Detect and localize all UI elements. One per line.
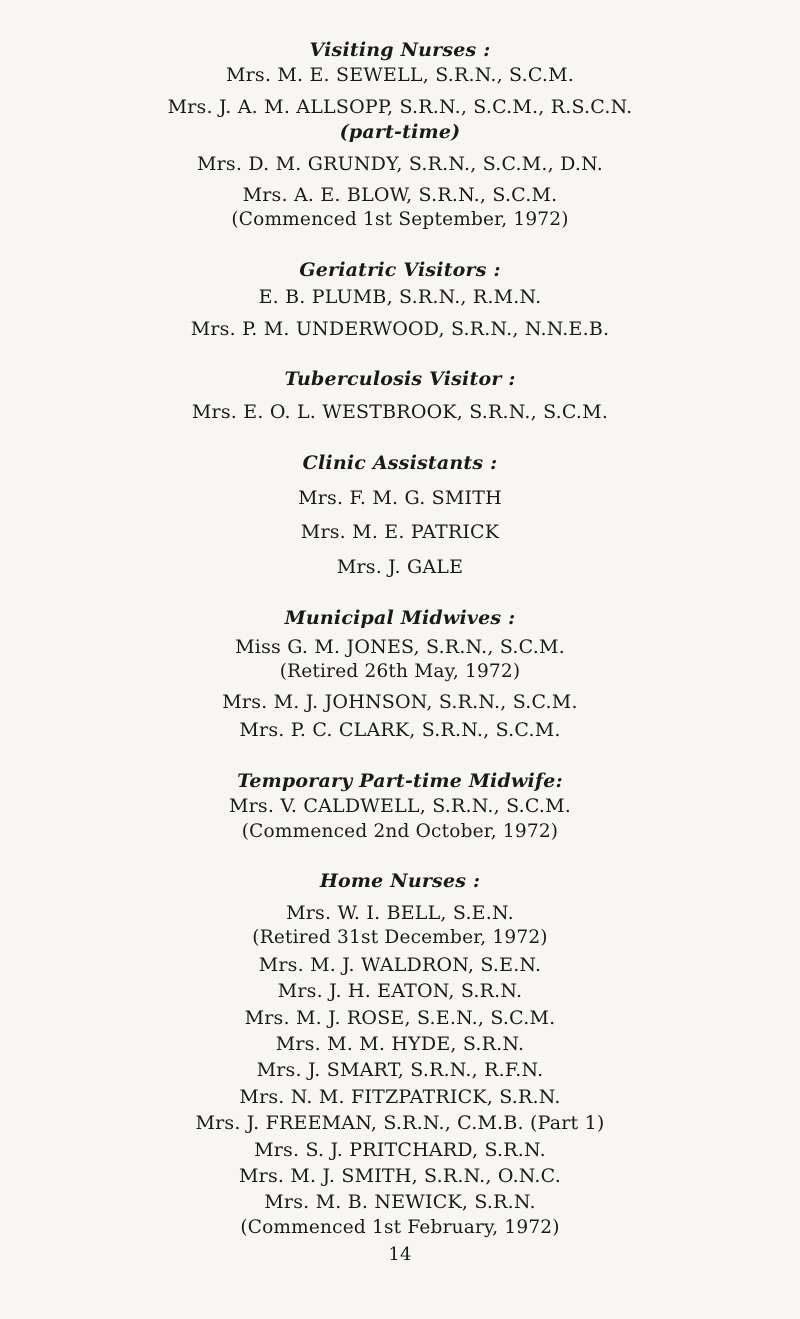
staff-line: Miss G. M. JONES, S.R.N., S.C.M. [235,636,565,658]
staff-line: Mrs. D. M. GRUNDY, S.R.N., S.C.M., D.N. [196,153,603,175]
staff-line: Mrs. A. E. BLOW, S.R.N., S.C.M. [242,184,558,206]
section-heading-geriatric-visitors: Geriatric Visitors : [299,259,501,281]
staff-line: Mrs. P. C. CLARK, S.R.N., S.C.M. [239,719,561,741]
staff-line: Mrs. W. I. BELL, S.E.N. [286,902,514,924]
staff-note: (Retired 26th May, 1972) [279,661,521,682]
staff-note: (Commenced 2nd October, 1972) [241,821,559,842]
staff-line: Mrs. J. A. M. ALLSOPP, S.R.N., S.C.M., R.S.C.N. [167,96,633,118]
staff-line: Mrs. J. SMART, S.R.N., R.F.N. [256,1059,544,1081]
section-heading-municipal-midwives: Municipal Midwives : [284,607,516,629]
staff-line: Mrs. S. J. PRITCHARD, S.R.N. [254,1139,546,1161]
staff-line: Mrs. M. J. ROSE, S.E.N., S.C.M. [244,1007,556,1029]
staff-note: (Commenced 1st September, 1972) [231,209,569,230]
staff-line: Mrs. M. J. JOHNSON, S.R.N., S.C.M. [222,691,578,713]
staff-line: Mrs. J. FREEMAN, S.R.N., C.M.B. (Part 1) [195,1112,605,1134]
section-heading-temporary-part-time-midwife: Temporary Part-time Midwife: [237,770,563,792]
staff-line: Mrs. F. M. G. SMITH [298,487,502,509]
staff-line: Mrs. M. E. PATRICK [300,521,500,543]
staff-line: Mrs. P. M. UNDERWOOD, S.R.N., N.N.E.B. [190,318,610,340]
staff-note: (Retired 31st December, 1972) [252,927,548,948]
staff-line: E. B. PLUMB, S.R.N., R.M.N. [258,286,542,308]
staff-line: Mrs. M. J. WALDRON, S.E.N. [258,954,542,976]
staff-line: Mrs. N. M. FITZPATRICK, S.R.N. [239,1086,561,1108]
staff-line: Mrs. V. CALDWELL, S.R.N., S.C.M. [228,795,572,817]
staff-line: Mrs. M. M. HYDE, S.R.N. [275,1033,525,1055]
staff-line: Mrs. M. J. SMITH, S.R.N., O.N.C. [239,1165,561,1187]
section-heading-clinic-assistants: Clinic Assistants : [302,452,498,474]
staff-line: Mrs. M. E. SEWELL, S.R.N., S.C.M. [225,64,575,86]
staff-note: (Commenced 1st February, 1972) [240,1217,560,1238]
section-heading-home-nurses: Home Nurses : [319,870,481,892]
staff-line: Mrs. E. O. L. WESTBROOK, S.R.N., S.C.M. [191,401,609,423]
section-heading-visiting-nurses: Visiting Nurses : [309,39,491,61]
page-number: 14 [388,1244,412,1265]
staff-line: Mrs. M. B. NEWICK, S.R.N. [264,1191,536,1213]
staff-line: Mrs. J. GALE [336,556,464,578]
staff-line: Mrs. J. H. EATON, S.R.N. [277,980,523,1002]
section-heading-tuberculosis-visitor: Tuberculosis Visitor : [284,368,516,390]
staff-note: (part-time) [339,121,461,143]
